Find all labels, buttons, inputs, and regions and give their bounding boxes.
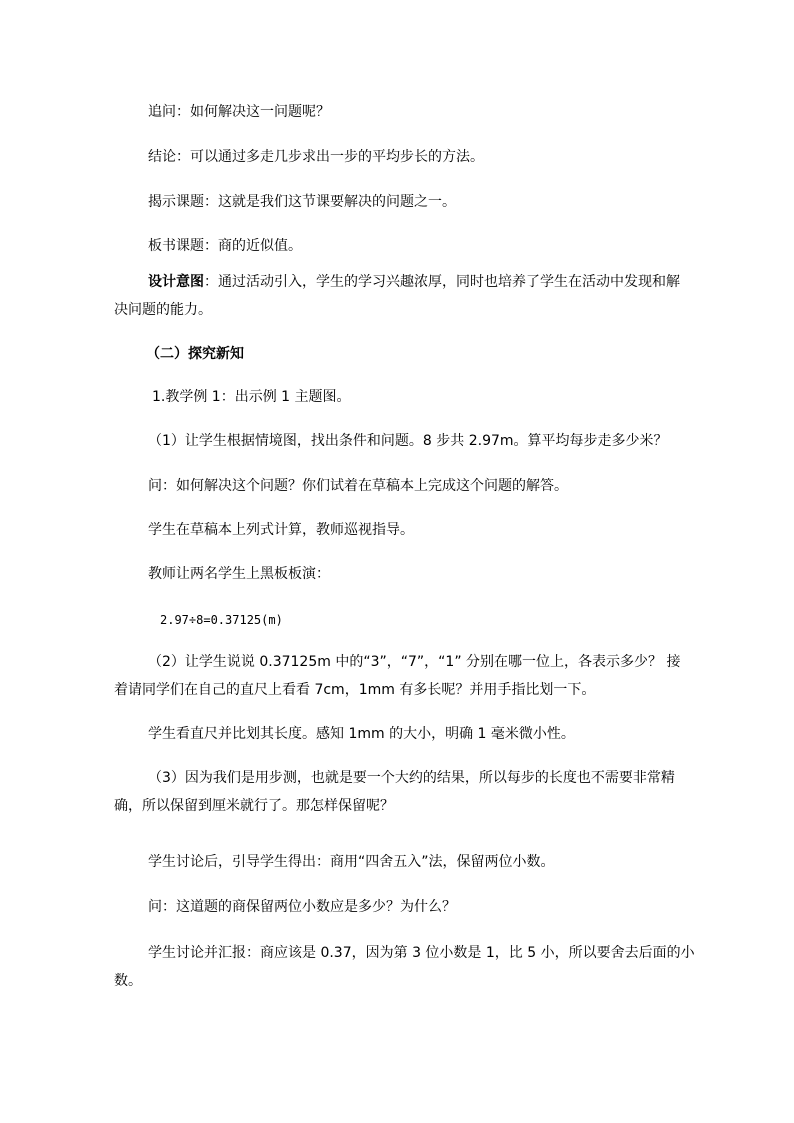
paragraph-design-intent [148,268,714,296]
paragraph-step-2-continued: 着请同学们在自己的直尺上看看 7cm，1mm 有多长呢？并用手指比划一下。 [114,682,596,698]
paragraph-ruler: 学生看直尺并比划其长度。感知 1mm 的大小，明确 1 毫米微小性。 [148,726,575,742]
paragraph-teacher-board: 教师让两名学生上黑板板演： [148,566,330,582]
paragraph-step-1: （1）让学生根据情境图，找出条件和问题。8 步共 2.97m。算平均每步走多少米？ [148,433,668,449]
paragraph-design-intent-continued: 决问题的能力。 [114,302,212,318]
paragraph-student-report-continued: 数。 [114,973,142,989]
paragraph-step-3: （3）因为我们是用步测，也就是要一个大约的结果，所以每步的长度也不需要非常精 [148,770,675,786]
paragraph-step-3-continued: 确，所以保留到厘米就行了。那怎样保留呢？ [114,798,394,814]
paragraph-reveal-topic: 揭示课题：这就是我们这节课要解决的问题之一。 [148,194,456,210]
paragraph-student-report: 学生讨论并汇报：商应该是 0.37，因为第 3 位小数是 1，比 5 小，所以要舍去后面的小 [148,945,695,961]
design-intent-text: ：通过活动引入，学生的学习兴趣浓厚，同时也培养了学生在活动中发现和解 [204,274,680,290]
paragraph-student-calc: 学生在草稿本上列式计算，教师巡视指导。 [148,522,414,538]
paragraph-board-topic: 板书课题：商的近似值。 [148,238,302,254]
paragraph-step-2: （2）让学生说说 0.37125m 中的“3”，“7”，“1” 分别在哪一位上，各表示多少？ 接 [148,654,681,670]
paragraph-follow-up-question: 追问：如何解决这一问题呢？ [148,104,330,120]
paragraph-conclusion: 结论：可以通过多走几步求出一步的平均步长的方法。 [148,149,484,165]
paragraph-rounding-method: 学生讨论后，引导学生得出：商用“四舍五入”法，保留两位小数。 [148,854,555,870]
design-intent-label: 设计意图 [148,274,204,290]
equation-division: 2.97÷8=0.37125(m) [160,613,283,627]
paragraph-question-quotient: 问：这道题的商保留两位小数应是多少？为什么？ [148,899,456,915]
paragraph-example-1: 1.教学例 1：出示例 1 主题图。 [152,389,351,405]
paragraph-question-solve: 问：如何解决这个问题？你们试着在草稿本上完成这个问题的解答。 [148,478,568,494]
section-heading-explore-new: （二）探究新知 [146,346,244,362]
